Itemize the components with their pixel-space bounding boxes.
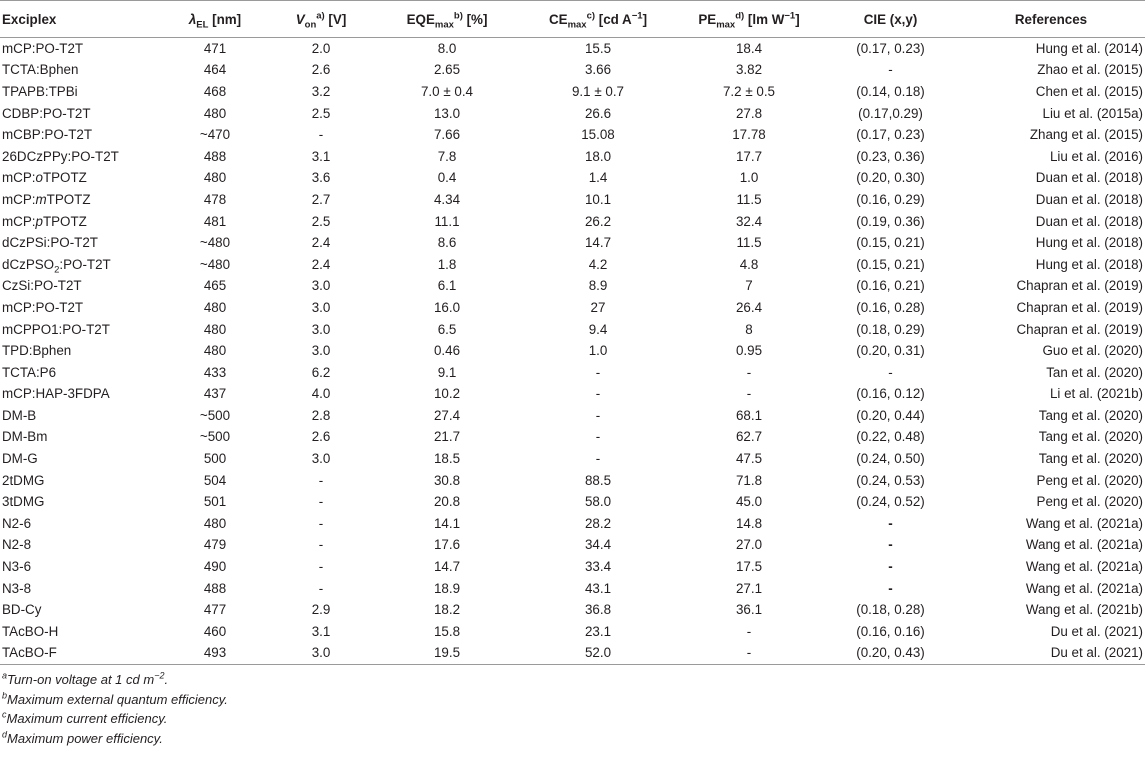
pe-cell: - — [746, 623, 752, 639]
eqe-cell: 20.8 — [433, 494, 461, 510]
lambda-cell: ~480 — [199, 235, 231, 251]
table-row — [0, 38, 1145, 60]
eqe-cell: 6.1 — [437, 278, 457, 294]
exciplex-name-cell: mCP:PO-T2T — [2, 299, 84, 315]
cie-cell: (0.20, 0.43) — [824, 643, 957, 665]
cie-cell: (0.24, 0.53) — [856, 472, 925, 488]
lambda-cell: 504 — [203, 472, 227, 488]
footnotes — [0, 670, 1145, 748]
ce-cell: 28.2 — [584, 515, 612, 531]
von-cell: - — [318, 580, 324, 596]
ce-cell: - — [595, 364, 601, 380]
header-exciplex: Exciplex — [0, 1, 160, 38]
reference-cell: Chapran et al. (2019) — [1016, 321, 1143, 337]
ce-cell: - — [595, 407, 601, 423]
cie-cell: (0.17, 0.23) — [856, 40, 925, 56]
eqe-cell: 0.46 — [433, 343, 461, 359]
von-cell: 3.0 — [311, 299, 331, 315]
reference-cell: Chapran et al. (2019) — [1016, 299, 1143, 315]
von-cell: 2.6 — [311, 62, 331, 78]
table-row — [0, 405, 1145, 427]
von-cell: - — [318, 494, 324, 510]
pe-cell: - — [674, 643, 824, 665]
eqe-cell: 14.7 — [433, 559, 461, 575]
table-row — [0, 189, 1145, 211]
von-cell: 3.6 — [311, 170, 331, 186]
lambda-cell: 480 — [203, 515, 227, 531]
ce-cell: 15.08 — [581, 127, 615, 143]
reference-cell: Hung et al. (2014) — [1035, 40, 1143, 56]
pe-cell: 3.82 — [735, 62, 763, 78]
table-row — [0, 427, 1145, 449]
lambda-cell: 480 — [203, 105, 227, 121]
von-cell: 2.4 — [311, 256, 331, 272]
lambda-cell: 437 — [203, 386, 227, 402]
ce-cell: 18.0 — [584, 148, 612, 164]
lambda-cell: 480 — [203, 170, 227, 186]
pe-cell: 17.78 — [732, 127, 766, 143]
lambda-cell: 433 — [203, 364, 227, 380]
pe-cell: 1.0 — [739, 170, 759, 186]
eqe-cell: 17.6 — [433, 537, 461, 553]
ce-cell: 10.1 — [584, 191, 612, 207]
cie-cell: (0.16, 0.16) — [856, 623, 925, 639]
von-cell: 4.0 — [311, 386, 331, 402]
ce-cell: 88.5 — [584, 472, 612, 488]
reference-cell: Chapran et al. (2019) — [1016, 278, 1143, 294]
lambda-cell: 490 — [203, 559, 227, 575]
pe-cell: 36.1 — [735, 602, 763, 618]
table-row — [0, 211, 1145, 233]
ce-cell: 43.1 — [584, 580, 612, 596]
ce-cell: 33.4 — [584, 559, 612, 575]
pe-cell: 27.0 — [735, 537, 763, 553]
pe-cell: 27.8 — [735, 105, 763, 121]
von-cell: 2.6 — [311, 429, 331, 445]
von-cell: 3.1 — [311, 148, 331, 164]
ce-cell: 3.66 — [584, 62, 612, 78]
footnote: $^c$Maximum current efficiency. — [2, 709, 168, 727]
von-cell: 2.0 — [311, 40, 331, 56]
lambda-cell: ~500 — [199, 429, 231, 445]
reference-cell: Du et al. (2021) — [1050, 623, 1143, 639]
ce-cell: 26.6 — [584, 105, 612, 121]
eqe-cell: 18.5 — [433, 451, 461, 467]
exciplex-name-cell: mCP:PO-T2T — [2, 40, 84, 56]
lambda-cell: 471 — [203, 40, 227, 56]
table-row — [0, 319, 1145, 341]
reference-cell: Duan et al. (2018) — [1035, 213, 1143, 229]
pe-cell: 68.1 — [735, 407, 763, 423]
lambda-cell: 479 — [203, 537, 227, 553]
eqe-cell: 7.66 — [433, 127, 461, 143]
eqe-cell: 0.4 — [437, 170, 457, 186]
exciplex-name-cell: mCBP:PO-T2T — [2, 127, 93, 143]
reference-cell: Tang et al. (2020) — [1038, 407, 1143, 423]
exciplex-name-cell: CzSi:PO-T2T — [2, 278, 82, 294]
table-row — [0, 448, 1145, 470]
cie-cell: (0.16, 0.21) — [856, 278, 925, 294]
cie-cell: (0.24, 0.50) — [856, 451, 925, 467]
ce-cell: 9.4 — [588, 321, 608, 337]
reference-cell: Duan et al. (2018) — [1035, 191, 1143, 207]
lambda-cell: 477 — [203, 602, 227, 618]
header-von: $V_{on}^{a)}$ [V] — [270, 1, 372, 38]
table-row — [0, 297, 1145, 319]
cie-cell: - — [888, 364, 893, 380]
von-cell: 3.0 — [311, 278, 331, 294]
von-cell: 2.7 — [311, 191, 331, 207]
lambda-cell: 464 — [203, 62, 227, 78]
exciplex-name-cell: DM-G — [2, 451, 38, 467]
ce-cell: - — [595, 451, 601, 467]
exciplex-name-cell: TAcBO-F — [0, 643, 160, 665]
lambda-cell: 478 — [203, 191, 227, 207]
cie-cell: (0.22, 0.48) — [856, 429, 925, 445]
ce-cell: 58.0 — [584, 494, 612, 510]
table-row — [0, 60, 1145, 82]
exciplex-name-cell: TCTA:P6 — [2, 364, 57, 380]
pe-cell: 7.2 ± 0.5 — [722, 83, 776, 99]
table-row — [0, 254, 1145, 276]
eqe-cell: 4.34 — [433, 191, 461, 207]
eqe-cell: 14.1 — [433, 515, 461, 531]
cie-cell: (0.17, 0.23) — [856, 127, 925, 143]
von-cell: - — [318, 537, 324, 553]
cie-cell: (0.16, 0.28) — [856, 299, 925, 315]
exciplex-name-cell: mCP:oTPOTZ — [2, 170, 87, 186]
lambda-cell: 500 — [203, 451, 227, 467]
reference-cell: Wang et al. (2021a) — [1025, 580, 1143, 596]
table-row — [0, 340, 1145, 362]
reference-cell: Wang et al. (2021a) — [1025, 537, 1143, 553]
eqe-cell: 16.0 — [433, 299, 461, 315]
reference-cell: Guo et al. (2020) — [1042, 343, 1143, 359]
von-cell: 2.8 — [311, 407, 331, 423]
ce-cell: 26.2 — [584, 213, 612, 229]
exciplex-name-cell: N2-6 — [2, 515, 32, 531]
von-cell: - — [318, 559, 324, 575]
von-cell: 2.5 — [311, 105, 331, 121]
von-cell: 3.0 — [270, 643, 372, 665]
eqe-cell: 1.8 — [437, 256, 457, 272]
pe-cell: 14.8 — [735, 515, 763, 531]
table-row — [0, 384, 1145, 406]
eqe-cell: 21.7 — [433, 429, 461, 445]
ce-cell: 52.0 — [522, 643, 674, 665]
cie-cell: (0.23, 0.36) — [856, 148, 925, 164]
lambda-cell: 480 — [203, 299, 227, 315]
exciplex-name-cell: DM-Bm — [2, 429, 48, 445]
reference-cell: Peng et al. (2020) — [1036, 494, 1143, 510]
lambda-cell: 480 — [203, 321, 227, 337]
table-row — [0, 81, 1145, 103]
ce-cell: 14.7 — [584, 235, 612, 251]
cie-cell: (0.17,0.29) — [858, 105, 923, 121]
eqe-cell: 2.65 — [433, 62, 461, 78]
lambda-cell: 468 — [203, 83, 227, 99]
exciplex-name-cell: N2-8 — [2, 537, 32, 553]
table-row — [0, 513, 1145, 535]
eqe-cell: 7.8 — [437, 148, 457, 164]
cie-cell: (0.24, 0.52) — [856, 494, 925, 510]
lambda-cell: 465 — [203, 278, 227, 294]
reference-cell: Duan et al. (2018) — [1035, 170, 1143, 186]
table-row — [0, 578, 1145, 600]
pe-cell: 17.5 — [735, 559, 763, 575]
von-cell: 2.4 — [311, 235, 331, 251]
exciplex-name-cell: TPD:Bphen — [2, 343, 72, 359]
table-row — [0, 621, 1145, 643]
exciplex-name-cell: mCP:pTPOTZ — [2, 213, 87, 229]
ce-cell: 9.1 ± 0.7 — [571, 83, 625, 99]
header-cie: CIE (x,y) — [824, 1, 957, 38]
pe-cell: 27.1 — [735, 580, 763, 596]
lambda-cell: ~500 — [199, 407, 231, 423]
eqe-cell: 7.0 ± 0.4 — [420, 83, 474, 99]
table-row — [0, 168, 1145, 190]
table-row — [0, 362, 1145, 384]
cie-cell: (0.16, 0.12) — [856, 386, 925, 402]
lambda-cell: 460 — [203, 623, 227, 639]
pe-cell: 26.4 — [735, 299, 763, 315]
exciplex-name-cell: TPAPB:TPBi — [2, 83, 78, 99]
pe-cell: 17.7 — [735, 148, 763, 164]
exciplex-name-cell: 2tDMG — [2, 472, 45, 488]
cie-cell: - — [888, 537, 893, 553]
table-row — [0, 599, 1145, 621]
reference-cell: Wang et al. (2021a) — [1025, 559, 1143, 575]
exciplex-name-cell: 3tDMG — [2, 494, 45, 510]
table-row — [0, 103, 1145, 125]
pe-cell: 4.8 — [739, 256, 759, 272]
lambda-cell: 488 — [203, 148, 227, 164]
table-row — [0, 470, 1145, 492]
von-cell: 2.9 — [311, 602, 331, 618]
von-cell: 3.0 — [311, 343, 331, 359]
ce-cell: 1.4 — [588, 170, 608, 186]
header-references: References — [957, 1, 1145, 38]
cie-cell: (0.18, 0.28) — [856, 602, 925, 618]
ce-cell: 23.1 — [584, 623, 612, 639]
cie-cell: (0.15, 0.21) — [856, 256, 925, 272]
table-body — [0, 38, 1145, 665]
cie-cell: - — [888, 580, 893, 596]
von-cell: 6.2 — [311, 364, 331, 380]
von-cell: 3.0 — [311, 321, 331, 337]
reference-cell: Tang et al. (2020) — [1038, 451, 1143, 467]
von-cell: - — [318, 515, 324, 531]
von-cell: 3.2 — [311, 83, 331, 99]
cie-cell: (0.14, 0.18) — [856, 83, 925, 99]
exciplex-name-cell: DM-B — [2, 407, 37, 423]
cie-cell: (0.15, 0.21) — [856, 235, 925, 251]
reference-cell: Tang et al. (2020) — [1038, 429, 1143, 445]
footnote: $^b$Maximum external quantum efficiency. — [2, 690, 228, 707]
reference-cell: Liu et al. (2016) — [1049, 148, 1143, 164]
eqe-cell: 6.5 — [437, 321, 457, 337]
exciplex-name-cell: 26DCzPPy:PO-T2T — [2, 148, 119, 164]
eqe-cell: 11.1 — [434, 213, 460, 229]
table-row — [0, 232, 1145, 254]
exciplex-name-cell: N3-8 — [2, 580, 32, 596]
table-row — [0, 556, 1145, 578]
reference-cell: Wang et al. (2021a) — [1025, 515, 1143, 531]
eqe-cell: 18.9 — [433, 580, 461, 596]
cie-cell: (0.20, 0.30) — [856, 170, 925, 186]
table-row — [0, 146, 1145, 168]
exciplex-name-cell: TAcBO-H — [2, 623, 59, 639]
exciplex-name-cell: CDBP:PO-T2T — [2, 105, 91, 121]
pe-cell: 18.4 — [735, 40, 763, 56]
von-cell: 2.5 — [311, 213, 331, 229]
pe-cell: 32.4 — [735, 213, 763, 229]
eqe-cell: 30.8 — [433, 472, 461, 488]
header-pe: $PE_{max}^{d)}$ [lm $W^{-1}$] — [674, 1, 824, 38]
lambda-cell: 480 — [203, 343, 227, 359]
cie-cell: (0.19, 0.36) — [856, 213, 925, 229]
pe-cell: 8 — [745, 321, 753, 337]
reference-cell: Hung et al. (2018) — [1035, 235, 1143, 251]
pe-cell: 7 — [745, 278, 753, 294]
cie-cell: - — [888, 515, 893, 531]
cie-cell: (0.20, 0.44) — [856, 407, 925, 423]
footnote: $^a$Turn-on voltage at 1 cd $m^{-2}$. — [2, 670, 169, 688]
ce-cell: 1.0 — [588, 343, 608, 359]
eqe-cell: 13.0 — [433, 105, 461, 121]
cie-cell: - — [888, 559, 893, 575]
eqe-cell: 19.5 — [372, 643, 522, 665]
eqe-cell: 18.2 — [433, 602, 461, 618]
eqe-cell: 8.0 — [437, 40, 457, 56]
exciplex-name-cell: dCzPSO$_2$:PO-T2T — [2, 256, 111, 276]
cie-cell: - — [888, 62, 893, 78]
ce-cell: - — [595, 429, 601, 445]
lambda-cell: 481 — [203, 213, 227, 229]
reference-cell: Wang et al. (2021b) — [1025, 602, 1143, 618]
ce-cell: 34.4 — [584, 537, 612, 553]
footnote: $^d$Maximum power efficiency. — [2, 729, 163, 746]
pe-cell: - — [746, 364, 752, 380]
header-ce: $CE_{max}^{c)}$ [cd $A^{-1}$] — [522, 1, 674, 38]
table-row — [0, 643, 1145, 665]
header-eqe: $EQE_{max}^{b)}$ [%] — [372, 1, 522, 38]
exciplex-name-cell: TCTA:Bphen — [2, 62, 79, 78]
pe-cell: 45.0 — [735, 494, 763, 510]
eqe-cell: 10.2 — [433, 386, 461, 402]
table-row — [0, 491, 1145, 513]
header-lambda: $\lambda_{EL}$ [nm] — [160, 1, 270, 38]
lambda-cell: 488 — [203, 580, 227, 596]
eqe-cell: 27.4 — [433, 407, 461, 423]
von-cell: 3.1 — [311, 623, 331, 639]
exciplex-name-cell: dCzPSi:PO-T2T — [2, 235, 98, 251]
reference-cell: Li et al. (2021b) — [1049, 386, 1143, 402]
exciplex-name-cell: mCP:mTPOTZ — [2, 191, 91, 207]
ce-cell: - — [595, 386, 601, 402]
ce-cell: 8.9 — [588, 278, 608, 294]
von-cell: - — [318, 127, 324, 143]
pe-cell: 11.5 — [736, 235, 762, 251]
von-cell: 3.0 — [311, 451, 331, 467]
exciplex-name-cell: mCPPO1:PO-T2T — [2, 321, 110, 337]
exciplex-name-cell: BD-Cy — [2, 602, 42, 618]
cie-cell: (0.16, 0.29) — [856, 191, 925, 207]
ce-cell: 15.5 — [584, 40, 612, 56]
table-header — [0, 1, 1145, 38]
pe-cell: 62.7 — [735, 429, 763, 445]
reference-cell: Hung et al. (2018) — [1035, 256, 1143, 272]
pe-cell: 11.5 — [736, 191, 762, 207]
pe-cell: 47.5 — [735, 451, 763, 467]
table-row — [0, 535, 1145, 557]
reference-cell: Tan et al. (2020) — [1046, 364, 1143, 380]
reference-cell: Liu et al. (2015a) — [1042, 105, 1143, 121]
reference-cell: Du et al. (2021) — [957, 643, 1145, 665]
exciplex-name-cell: mCP:HAP-3FDPA — [2, 386, 110, 402]
reference-cell: Peng et al. (2020) — [1036, 472, 1143, 488]
exciplex-name-cell: N3-6 — [2, 559, 32, 575]
lambda-cell: 501 — [203, 494, 227, 510]
von-cell: - — [318, 472, 324, 488]
pe-cell: 71.8 — [735, 472, 763, 488]
cie-cell: (0.20, 0.31) — [856, 343, 925, 359]
reference-cell: Zhang et al. (2015) — [1029, 127, 1143, 143]
reference-cell: Zhao et al. (2015) — [1037, 62, 1143, 78]
ce-cell: 36.8 — [584, 602, 612, 618]
lambda-cell: 493 — [160, 643, 270, 665]
eqe-cell: 8.6 — [437, 235, 457, 251]
ce-cell: 27 — [590, 299, 606, 315]
pe-cell: 0.95 — [735, 343, 763, 359]
ce-cell: 4.2 — [588, 256, 608, 272]
lambda-cell: ~470 — [199, 127, 231, 143]
eqe-cell: 15.8 — [433, 623, 461, 639]
cie-cell: (0.18, 0.29) — [856, 321, 925, 337]
table-row — [0, 276, 1145, 298]
reference-cell: Chen et al. (2015) — [1035, 83, 1143, 99]
eqe-cell: 9.1 — [437, 364, 457, 380]
table-row — [0, 124, 1145, 146]
lambda-cell: ~480 — [199, 256, 231, 272]
pe-cell: - — [746, 386, 752, 402]
